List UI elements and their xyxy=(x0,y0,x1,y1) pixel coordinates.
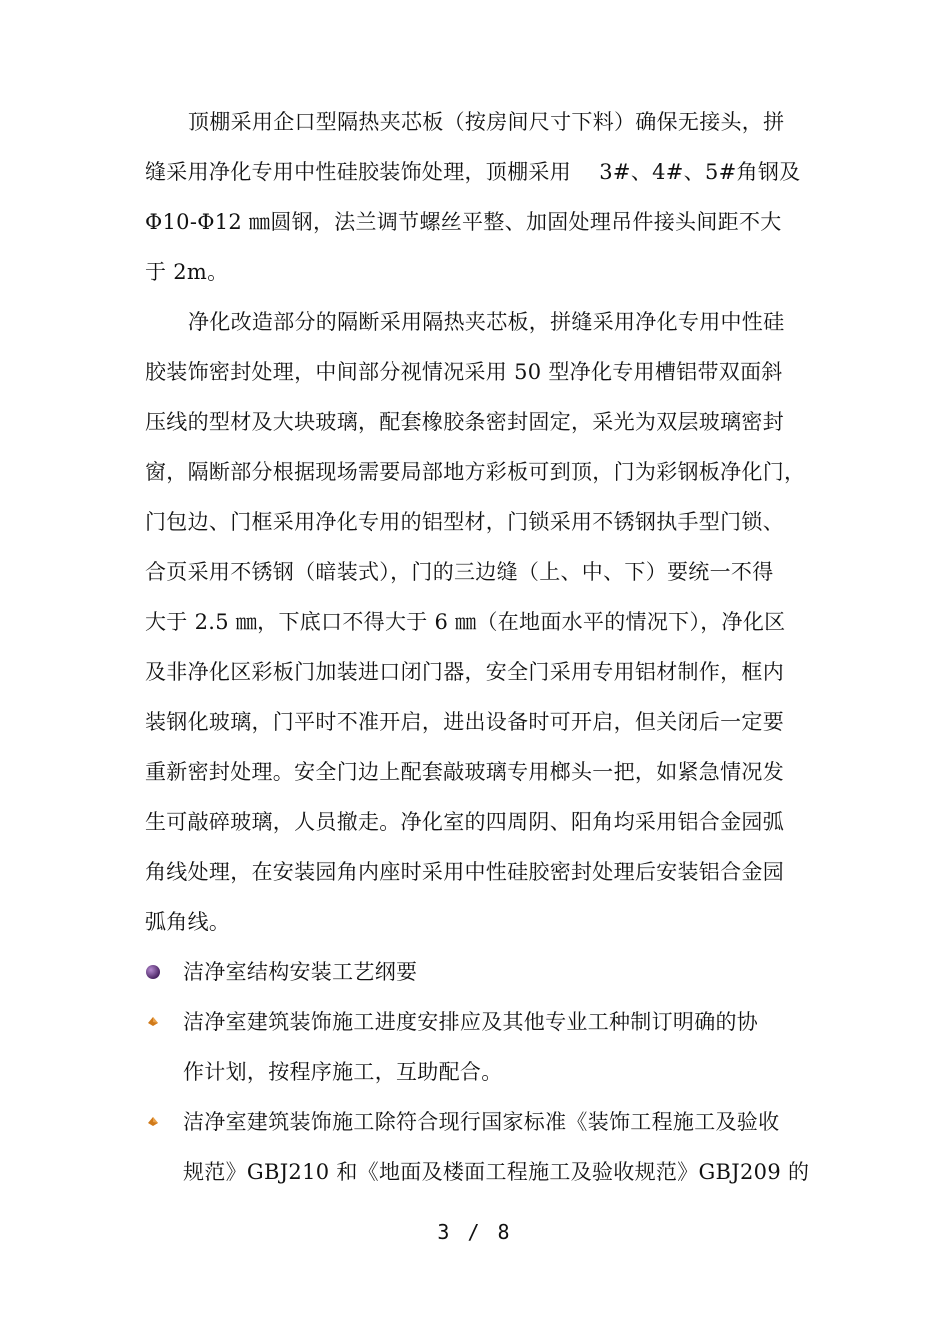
paragraph1-line: 顶棚采用企口型隔热夹芯板（按房间尺寸下料）确保无接头，拼 xyxy=(188,110,785,134)
list-item-line: 作计划，按程序施工，互助配合。 xyxy=(183,1060,503,1084)
paragraph2-line: 压线的型材及大块玻璃，配套橡胶条密封固定，采光为双层玻璃密封 xyxy=(145,410,784,434)
paragraph2-line: 重新密封处理。安全门边上配套敲玻璃专用榔头一把，如紧急情况发 xyxy=(145,760,784,784)
paragraph1-line: 于 2m。 xyxy=(145,260,229,284)
orange-diamond-bullet-icon xyxy=(145,1114,161,1130)
paragraph2-line: 窗，隔断部分根据现场需要局部地方彩板可到顶，门为彩钢板净化门， xyxy=(145,460,806,484)
list-item-line: 洁净室建筑装饰施工除符合现行国家标准《装饰工程施工及验收 xyxy=(183,1110,780,1134)
paragraph2-line: 门包边、门框采用净化专用的铝型材，门锁采用不锈钢执手型门锁、 xyxy=(145,510,784,534)
paragraph2-line: 净化改造部分的隔断采用隔热夹芯板，拼缝采用净化专用中性硅 xyxy=(188,310,785,334)
page-number: 3 / 8 xyxy=(437,1220,513,1244)
paragraph1-line: 缝采用净化专用中性硅胶装饰处理，顶棚采用 3#、4#、5#角钢及 xyxy=(145,160,801,184)
section-heading: 洁净室结构安装工艺纲要 xyxy=(183,960,418,984)
paragraph2-line: 合页采用不锈钢（暗装式），门的三边缝（上、中、下）要统一不得 xyxy=(145,560,774,584)
orange-diamond-bullet-icon xyxy=(145,1014,161,1030)
paragraph2-line: 弧角线。 xyxy=(145,910,231,934)
paragraph2-line: 角线处理，在安装园角内座时采用中性硅胶密封处理后安装铝合金园 xyxy=(145,860,784,884)
paragraph2-line: 大于 2.5 ㎜，下底口不得大于 6 ㎜（在地面水平的情况下），净化区 xyxy=(145,610,786,634)
paragraph2-line: 胶装饰密封处理，中间部分视情况采用 50 型净化专用槽铝带双面斜 xyxy=(145,360,783,384)
purple-sphere-bullet-icon xyxy=(145,964,161,980)
list-item-line: 洁净室建筑装饰施工进度安排应及其他专业工种制订明确的协 xyxy=(183,1010,759,1034)
paragraph1-line: Φ10-Φ12 ㎜圆钢，法兰调节螺丝平整、加固处理吊件接头间距不大 xyxy=(145,210,782,234)
list-item-line: 规范》GBJ210 和《地面及楼面工程施工及验收规范》GBJ209 的 xyxy=(183,1160,810,1184)
paragraph2-line: 生可敲碎玻璃，人员撤走。净化室的四周阴、阳角均采用铝合金园弧 xyxy=(145,810,784,834)
paragraph2-line: 及非净化区彩板门加装进口闭门器，安全门采用专用铝材制作，框内 xyxy=(145,660,784,684)
paragraph2-line: 装钢化玻璃，门平时不准开启，进出设备时可开启，但关闭后一定要 xyxy=(145,710,784,734)
